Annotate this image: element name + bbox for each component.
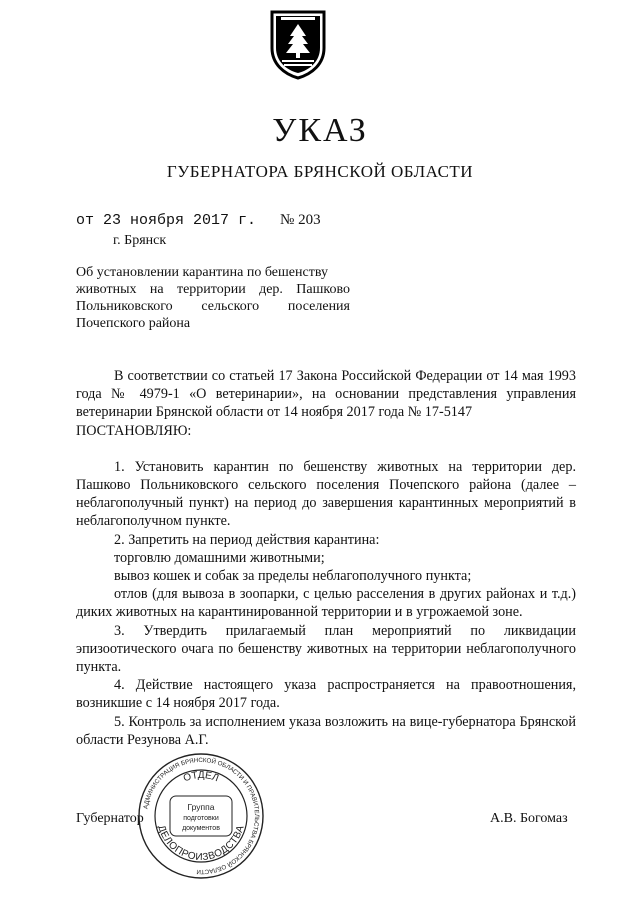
item-4-paragraph: 4. Действие настоящего указа распространяется на правоотношения, возникшие с 14 ноября 2017 года.: [76, 677, 576, 712]
item-5-paragraph: 5. Контроль за исполнением указа возложить на вице-губернатора Брянской области Резунова А.Г.: [76, 713, 576, 748]
preamble-paragraph: В соответствии со статьей 17 Закона Российской Федерации от 14 мая 1993 года № 4979-1 «О ветеринарии», на основании представления управления ветеринарии Брянской области от 14 ноября 2017 года № 17-5147: [76, 368, 576, 421]
decree-date: от 23 ноября 2017 г.: [76, 212, 257, 229]
item-1-paragraph: 1. Установить карантин по бешенству животных на территории дер. Пашково Польниковского сельского поселения Почепского района (далее – неблагополучный пункт) на период до завершения карантинных мероприятий в неблагополучном пункте.: [76, 458, 576, 530]
item-2-paragraph: 2. Запретить на период действия карантина:: [114, 531, 380, 548]
decree-number: № 203: [280, 212, 321, 228]
subject-line: Почепского района: [76, 316, 191, 331]
document-subtitle: ГУБЕРНАТОРА БРЯНСКОЙ ОБЛАСТИ: [166, 162, 474, 181]
subject-line: Польниковского сельского поселения: [76, 299, 350, 314]
subject-line: Об установлении карантина по бешенству: [76, 265, 328, 280]
subject-line: животных на территории дер. Пашково: [76, 282, 350, 297]
stamp-dept-bottom: ДЕЛОПРОИЗВОДСТВА: [155, 823, 247, 864]
signature-name: А.В. Богомаз: [490, 811, 568, 826]
decree-word: ПОСТАНОВЛЯЮ:: [76, 422, 192, 439]
item-2b-paragraph: вывоз кошек и собак за пределы неблагополучного пункта;: [114, 568, 472, 585]
decree-subject: [76, 264, 350, 332]
decree-city: г. Брянск: [113, 233, 167, 248]
stamp-dept-top: ОТДЕЛ: [182, 769, 221, 785]
decree-body: [76, 367, 576, 749]
stamp-center-line: подготовки: [183, 815, 219, 822]
item-2c-paragraph: отлов (для вывоза в зоопарки, с целью расселения в других районах и т.д.) диких животных на карантинированной территории и в угрожаемой зоне.: [76, 586, 576, 621]
item-2a-paragraph: торговлю домашними животными;: [114, 549, 325, 566]
coat-of-arms-emblem: [268, 8, 328, 80]
official-stamp: [137, 752, 265, 880]
signature-position: Губернатор: [76, 811, 144, 826]
stamp-center-line: Группа: [187, 802, 215, 812]
date-number-line: [76, 212, 321, 229]
stamp-ring-text: АДМИНИСТРАЦИЯ БРЯНСКОЙ ОБЛАСТИ И ПРАВИТЕЛЬСТВА БРЯНСКОЙ ОБЛАСТИ: [142, 756, 261, 876]
stamp-center-line: документов: [182, 825, 220, 832]
document-title: УКАЗ: [272, 112, 368, 149]
item-3-paragraph: 3. Утвердить прилагаемый план мероприятий по ликвидации эпизоотического очага по бешенству животных на территории неблагополучного пункта.: [76, 622, 576, 676]
